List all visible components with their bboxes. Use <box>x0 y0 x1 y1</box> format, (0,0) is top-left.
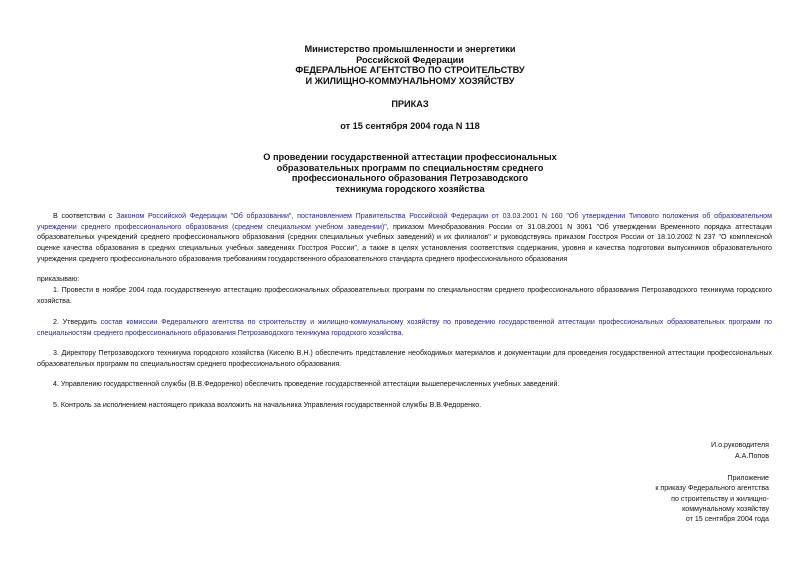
item-1-text: 1. Провести в ноябре 2004 года государственную аттестацию профессиональных образовательных программ по специальностям среднего профессионального образования Петрозаводского техникума городского хозяйства. <box>37 286 772 305</box>
signatory-name: А.А.Попов <box>734 451 769 460</box>
decree-word <box>37 274 772 285</box>
commission-composition-link[interactable]: состав комиссии Федерального агентства по строительству и жилищно-коммунальному хозяйству по проведению государственной аттестации профессиональных образовательных программ по специальностям среднего профессионального образования Петрозаводского техникума городского хозяйства <box>37 318 773 337</box>
order-date-text: от 15 сентября 2004 года N 118 <box>340 121 480 131</box>
header-agency: ФЕДЕРАЛЬНОЕ АГЕНТСТВО ПО СТРОИТЕЛЬСТВУ <box>295 65 525 76</box>
order-date <box>160 121 660 132</box>
signature-block <box>711 440 769 461</box>
order-item-2 <box>37 317 772 338</box>
intro-text-3: , приказом Минобразования России от 31.08.2001 N 3061 "Об утверждении Временного порядка аттестации образовательных учреждений среднего профессионального образования (средних специальных учебных заведений) и их филиалов" и руководствуясь приказом Госстроя России от 18.10.2002 N 237 "О комплексной оценке качества образования в средних специальных учебных заведениях Госстроя России", а также в целях установления соответствия содержания, уровня и качества подготовки выпускников образовательного учреждения среднего профессионального образования требованиям государственного образовательного стандарта среднего профессионального образования <box>37 222 772 263</box>
appendix-line-5: от 15 сентября 2004 года <box>685 515 769 524</box>
signatory-role: И.о.руководителя <box>711 441 769 449</box>
subject-line-1: О проведении государственной аттестации профессиональных <box>263 152 557 162</box>
law-on-education-link[interactable]: Законом Российской Федерации "Об образовании" <box>116 212 292 220</box>
order-item-5 <box>37 400 772 411</box>
item-3-text: 3. Директору Петрозаводского техникума городского хозяйства (Киселю В.Н.) обеспечить представление необходимых материалов и документации для проведения государственной аттестации профессиональных образовательных программ по специальностям среднего профессионального образования. <box>37 349 772 368</box>
issuer-header <box>160 44 660 86</box>
subject-line-4: техникума городского хозяйства <box>335 183 485 194</box>
item-2-prefix: 2. Утвердить <box>53 318 101 326</box>
appendix-line-3: по строительству и жилищно- <box>671 494 769 503</box>
subject-line-3: профессионального образования Петрозаводского <box>291 173 529 184</box>
order-item-3 <box>37 348 772 369</box>
order-title <box>160 99 660 110</box>
government-decree-ref[interactable]: , постановлением Правительства Российской Федерации от 03.03.2001 N 160 "Об утверждении Типового положения об образовательном учреждении среднего профессионального образования (среднем специальном учебном заведении)" <box>37 212 773 231</box>
intro-text-1: В соответствии с <box>53 212 117 220</box>
order-item-4 <box>37 379 772 390</box>
order-title-text: ПРИКАЗ <box>391 99 429 109</box>
order-item-1 <box>37 285 772 306</box>
item-5-text: 5. Контроль за исполнением настоящего приказа возложить на начальника Управления государственной службы В.В.Федоренко. <box>53 401 482 409</box>
item-2-suffix: . <box>401 328 404 337</box>
order-subject <box>160 152 660 194</box>
header-country: Российской Федерации <box>356 54 464 65</box>
subject-line-2: образовательных программ по специальностям среднего <box>276 162 544 173</box>
appendix-line-4: коммунальному хозяйству <box>682 504 769 513</box>
appendix-header <box>655 473 769 524</box>
appendix-line-2: к приказу Федерального агентства <box>655 484 769 493</box>
decree-word-text: приказываю: <box>37 275 80 283</box>
item-4-text: 4. Управлению государственной службы (В.В.Федоренко) обеспечить проведение государственной аттестации вышеперечисленных учебных заведений. <box>53 380 560 388</box>
header-agency-cont: И ЖИЛИЩНО-КОММУНАЛЬНОМУ ХОЗЯЙСТВУ <box>305 75 515 86</box>
intro-paragraph <box>37 211 772 265</box>
appendix-line-1: Приложение <box>727 474 769 482</box>
header-ministry: Министерство промышленности и энергетики <box>304 44 516 54</box>
